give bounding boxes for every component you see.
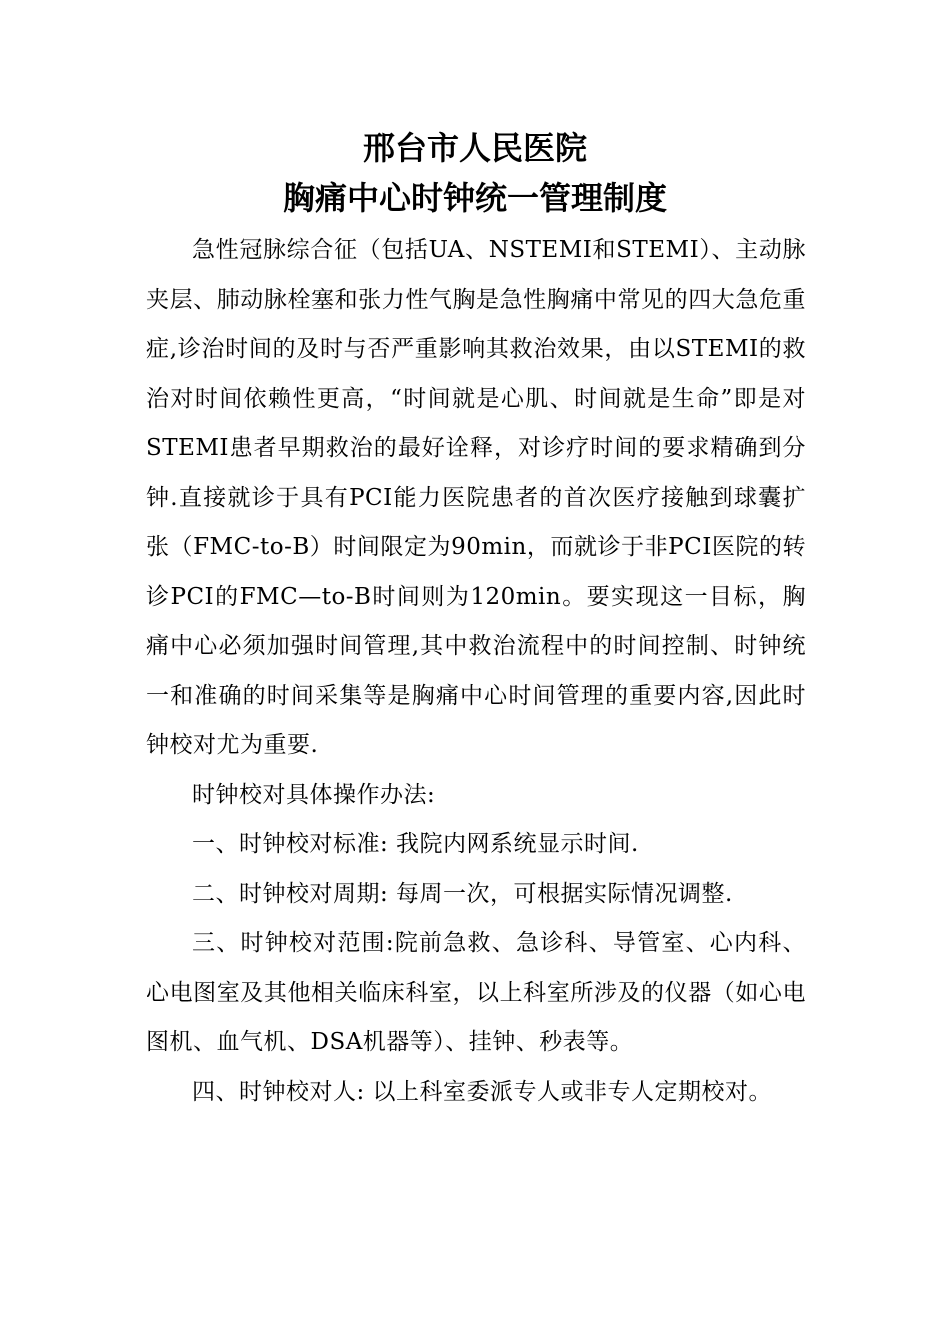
clause-standard: 一、时钟校对标准: 我院内网系统显示时间. [192,831,639,857]
hospital-name-title: 邢台市人民医院 [362,129,587,167]
document-body [146,226,806,1117]
clause-period: 二、时钟校对周期: 每周一次，可根据实际情况调整. [192,880,733,907]
clause-personnel: 四、时钟校对人: 以上科室委派专人或非专人定期校对。 [192,1078,773,1105]
procedure-heading: 时钟校对具体操作办法: [192,781,436,808]
clause-scope: 三、时钟校对范围:院前急救、急诊科、导管室、心内科、心电图室及其他相关临床科室，以上科室所涉及的仪器（如心电图机、血气机、DSA机器等）、挂钟、秒表等。 [146,930,806,1055]
regulation-title: 胸痛中心时钟统一管理制度 [282,179,667,217]
intro-paragraph: 急性冠脉综合征（包括UA、NSTEMI和STEMI）、主动脉夹层、肺动脉栓塞和张力性气胸是急性胸痛中常见的四大急危重症,诊治时间的及时与否严重影响其救治效果，由以STEMI的救治对时间依赖性更高，“时间就是心肌、时间就是生命”即是对STEMI患者早期救治的最好诠释，对诊疗时间的要求精确到分钟.直接就诊于具有PCI能力医院患者的首次医疗接触到球囊扩张（FMC-to-B）时间限定为90min，而就诊于非PCI医院的转诊PCI的FMC—to-B时间则为120min。要实现这一目标，胸痛中心必须加强时间管理,其中救治流程中的时间控制、时钟统一和准确的时间采集等是胸痛中心时间管理的重要内容,因此时钟校对尤为重要. [146,237,806,758]
